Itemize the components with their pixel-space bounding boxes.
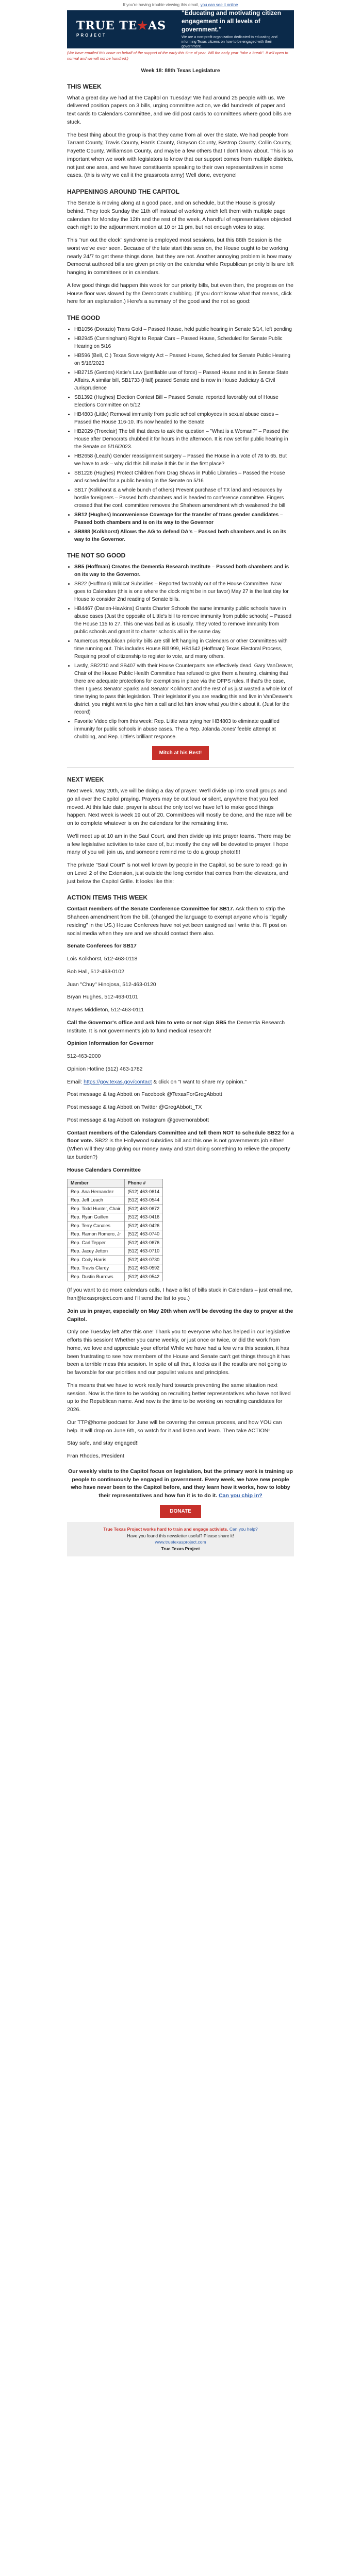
happenings-para-1: The Senate is moving along at a good pace, and on schedule, but the House is grossly behind. They took Sunday the 11th off instead of working which left them with multiple page calendars for Monday the 12th and the rest of the week. A handful of representatives objected each night to the adjournment motion at 10 or 11 pm, but not enough votes to stay. bbox=[67, 200, 291, 231]
footer-bar: True Texas Project works hard to train and engage activists. Can you help? Have you found this newsletter useful? Please share it! www.truetexasproject.com True Texas Project bbox=[67, 1522, 294, 1556]
table-header: Phone # bbox=[124, 1179, 163, 1188]
governor-email: Email: https://gov.texas.gov/contact & click on "I want to share my opinion." bbox=[67, 1078, 247, 1085]
support-note: (We have emailed this issue on behalf of the support of the early this time of year. Will the early year "take a break". It will open to normal and we will not be hundred.) bbox=[67, 50, 288, 61]
calendars-committee-title: House Calendars Committee bbox=[67, 1166, 141, 1173]
next-week-para-2: We'll meet up at 10 am in the Saul Court, and then divide up into prayer teams. There may be a few legislative activities to take care of, but mostly the day will be devoted to prayer. I hope many of you will join us, and someone remind me to do a group photo!!!! bbox=[67, 833, 291, 856]
list-item: • HB2658 (Leach) Gender reassignment surgery – Passed the House in a vote of 78 to 65. But we have to ask – why did this bill make it this far in the first place? bbox=[74, 452, 294, 468]
list-item: • HB2945 (Cunningham) Right to Repair Cars – Passed House, Scheduled for Senate Public Hearing on 5/16 bbox=[74, 335, 294, 350]
table-row: Rep. Jeff Leach (512) 463-0544 bbox=[68, 1196, 163, 1205]
list-item: • HB1056 (Dorazio) Trans Gold – Passed House, held public hearing in Senate 5/14, left pending bbox=[74, 326, 294, 333]
action-item-1: Contact members of the Senate Conference Committee for SB17. Ask them to strip the Shaheen amendment from the bill. (changed the language to exempt anyone who is "legally residing" in the US.) House Conferees have not yet been assigned as I write this. I'll post on social media when they are and we should contact them also. bbox=[67, 906, 287, 937]
closing-para: Our TTP@home podcast for June will be covering the census process, and how YOU can help. It will drop on June 6th, so watch for it and listen and learn. Then take ACTION! bbox=[67, 1419, 282, 1434]
action-heading: ACTION ITEMS THIS WEEK bbox=[67, 894, 147, 902]
governor-contact-link[interactable]: https://gov.texas.gov/contact bbox=[84, 1078, 152, 1085]
table-row: Rep. Ramon Romero, Jr (512) 463-0740 bbox=[68, 1230, 163, 1239]
calendars-committee-table bbox=[67, 1179, 163, 1281]
divider bbox=[67, 767, 294, 768]
list-item: • SB5 (Hoffman) Creates the Dementia Research Institute – Passed both chambers and is on its way to the Governor. bbox=[74, 563, 294, 579]
list-item: • SB12 (Hughes) Inconvenience Coverage for the transfer of trans gender candidates – Passed both chambers and is on its way to the Governor bbox=[74, 511, 294, 527]
governor-phone: 512-463-2000 bbox=[67, 1053, 101, 1059]
governor-heading: Opinion Information for Governor bbox=[67, 1040, 154, 1047]
happenings-heading: HAPPENINGS AROUND THE CAPITOL bbox=[67, 188, 180, 195]
social-post: Post message & tag Abbott on Facebook @TexasForGregAbbott bbox=[67, 1091, 222, 1098]
list-item: • Numerous Republican priority bills are still left hanging in Calendars or other Committees with time running out. This includes House Bill 999, HB1542 (Hoffman) Texas Electoral Process, Requiring proof of citizenship to register to vote, and many others. bbox=[74, 637, 294, 660]
chip-in-link[interactable]: Can you chip in? bbox=[219, 1493, 262, 1499]
next-week-para-1: Next week, May 20th, we will be doing a day of prayer. We'll divide up into small groups and go all over the Capitol praying. Prayers may be out loud or silent, anywhere that you feel moved. At this late date, prayer is about the only tool we have left to make good things happen. Next week is week 19 out of 20. Committees will mostly be done, and the race will be on to complete whatever is on the calendars for the remaining time. bbox=[67, 788, 292, 826]
list-item: • SB22 (Huffman) Wildcat Subsidies – Reported favorably out of the House Committee. Now goes to Calendars (this is one where the clock might be in our favor) May 27 is the last day for House to consider 2nd reading of Senate bills. bbox=[74, 580, 294, 603]
action-item-4: Join us in prayer, especially on May 20th when we'll be devoting the day to prayer at the Capitol. bbox=[67, 1308, 293, 1323]
list-item: • SB1226 (Hughes) Protect Children from Drag Shows in Public Libraries – Passed the House and scheduled for a public hearing in the Senate on 5/16 bbox=[74, 469, 294, 485]
next-week-para-3: The private "Saul Court" is not well known by people in the Capitol, so be sure to read: go in on Level 2 of the Extension, just outside the long corridor that comes from the elevators, and just below the Capitol Grille. It looks like this: bbox=[67, 862, 288, 885]
star-icon: ★ bbox=[137, 19, 149, 32]
conferee: Mayes Middleton, 512-463-0111 bbox=[67, 1007, 144, 1013]
can-you-help-link[interactable]: Can you help? bbox=[229, 1526, 258, 1532]
list-item: • SB1392 (Hughes) Election Contest Bill – Passed Senate, reported favorably out of House Elections Committee on 5/12 bbox=[74, 394, 294, 409]
conferee: Juan "Chuy" Hinojosa, 512-463-0120 bbox=[67, 981, 156, 988]
signature: Fran Rhodes, President bbox=[67, 1453, 124, 1459]
table-row: Rep. Cody Harris (512) 463-0730 bbox=[68, 1256, 163, 1264]
list-item: • Favorite Video clip from this week: Rep. Little was trying her HB4803 to eliminate qualified immunity for public schools in abuse cases. The a Rep. Jolanda Jones' feeble attempt at chubbing, and Rep. Little's brilliant response. bbox=[74, 718, 294, 741]
action-item-3: Contact members of the Calendars Committee and tell them NOT to schedule SB22 for a floor vote. SB22 is the Hollywood subsidies bill and this one is not governments job either! (When will they stop giving our money away and start doing something to relieve the property tax burden?) bbox=[67, 1129, 294, 1160]
true-texas-project-logo: TRUE TE★AS PROJECT bbox=[76, 19, 167, 38]
happenings-para-3: A few good things did happen this week for our priority bills, but even then, the progress on the House floor was slowed by the Democrats chubbing. (If you don't know what that means, click here for an explanation.) Here's a summary of the good and the not so good: bbox=[67, 282, 293, 305]
list-item: • HB4803 (Little) Removal immunity from public school employees in sexual abuse cases – Passed the House 116-10. It's now headed to the Senate bbox=[74, 411, 294, 426]
closing-para: This means that we have to work really hard towards preventing the same situation next session. Now is the time to be working on recruiting better representatives who have not lived up to the Republican name. And now is the time to be working on recruiting candidates for 2026. bbox=[67, 1382, 291, 1413]
good-list bbox=[67, 326, 294, 544]
table-row: Rep. Jacey Jetton (512) 463-0710 bbox=[68, 1247, 163, 1256]
view-online-link[interactable]: you can see it online bbox=[200, 3, 238, 7]
top-note: If you're having trouble viewing this email, you can see it online bbox=[123, 3, 238, 7]
list-item: • HB2715 (Gerdes) Katie's Law (justifiable use of force) – Passed House and is in Senate State Affairs. A similar bill, SB1733 (Hall) passed Senate and is now in House Judiciary & Civil Jurisprudence bbox=[74, 369, 294, 392]
footer bbox=[67, 1468, 294, 1556]
social-post: Post message & tag Abbott on Instagram @governorabbott bbox=[67, 1116, 209, 1123]
good-heading: THE GOOD bbox=[67, 314, 101, 321]
list-item: • HB4467 (Darien-Hawkins) Grants Charter Schools the same immunity public schools have in abuse cases (Just the opposite of Little's bill to remove immunity from public schools) – Passed the House 115 to 27. This one was bad as is usually. They voted to remove immunity from public schools and grant it to charter schools all in the same day. bbox=[74, 605, 294, 636]
calendars-note: (If you want to do more calendars calls, I have a list of bills stuck in Calendars – just email me, fran@texasproject.com and I'll send the list to you.) bbox=[67, 1287, 293, 1301]
week-title: Week 18: 88th Texas Legislature bbox=[141, 67, 220, 74]
list-item: • Lastly, SB2210 and SB407 with their House Counterparts are effectively dead. Gary VanDeaver, Chair of the House Public Health Committee has refused to give them a hearing, claiming that there are adequate protections for exemptions in place via the DFPS rules. If that's the case, then I guess Senator Sparks and Senator Kolkhorst and the rest of us just wasted a whole lot of time trying to pass this legislation. Their legislator if you are reading this and live in VanDeaver's district, you might want to give him a call and let him know what you think about it. (Just for the record) bbox=[74, 662, 294, 716]
tagline: "Educating and motivating citizen engagement in all levels of government." We are a non-profit organization dedicated to educating and informing Texas citizens on how to be engaged with their government. bbox=[182, 9, 282, 49]
conferee: Bob Hall, 512-463-0102 bbox=[67, 968, 124, 975]
not-good-heading: THE NOT SO GOOD bbox=[67, 552, 126, 559]
table-row: Rep. Ana Hernandez (512) 463-0614 bbox=[68, 1188, 163, 1196]
conferee: Lois Kolkhorst, 512-463-0118 bbox=[67, 956, 138, 962]
table-row: Rep. Travis Clardy (512) 463-0592 bbox=[68, 1264, 163, 1273]
happenings-para-2: This "run out the clock" syndrome is employed most sessions, but this 88th Session is the worst we've ever seen. Because of the late start this session, the House ought to be working nearly 24/7 to get these things done, but they are not. Another annoying problem is how many Democrat authored bills are given priority on the calendar while Republican priority bills are left hanging in committees or in calendars. bbox=[67, 237, 294, 276]
list-item: • SB17 (Kolkhorst & a whole bunch of others) Prevent purchase of TX land and resources by hostile foreigners – Passed both chambers and is headed to conference committee. Fingers crossed that the conf. committee removes the Shaheen amendment which weakened the bill bbox=[74, 486, 294, 510]
not-good-list bbox=[67, 563, 294, 741]
governor-hotline: Opinion Hotline (512) 463-1782 bbox=[67, 1065, 143, 1072]
list-item: • SB888 (Kolkhorst) Allows the AG to defend DA's – Passed both chambers and is on its way to the Governor. bbox=[74, 528, 294, 544]
conferee: Bryan Hughes, 512-463-0101 bbox=[67, 994, 138, 1001]
this-week-heading: THIS WEEK bbox=[67, 82, 102, 90]
email-container bbox=[67, 0, 294, 1556]
header-banner bbox=[67, 10, 294, 48]
table-row: Rep. Carl Tepper (512) 463-0676 bbox=[68, 1239, 163, 1247]
table-row: Rep. Terry Canales (512) 463-0426 bbox=[68, 1222, 163, 1230]
website-link[interactable]: www.truetexasproject.com bbox=[155, 1539, 206, 1545]
table-header: Member bbox=[68, 1179, 125, 1188]
closing-para: Only one Tuesday left after this one! Thank you to everyone who has helped in our legislative efforts this session! Whether you came weekly, or just once or twice, or did the work from home, we love and appreciate your efforts! While we have had a few wins this session, it has been frustrating to see how members of the House and Senate can't get things through it has been a terrible mess this session. In spite of all that, it looks as if the results are not going to be favorable for our priorities and our populist values and principles. bbox=[67, 1329, 290, 1376]
list-item: • HB596 (Bell, C.) Texas Sovereignty Act – Passed House, Scheduled for Senate Public Hearing on 5/16/2023 bbox=[74, 352, 294, 367]
table-row: Rep. Dustin Burrows (512) 463-0542 bbox=[68, 1273, 163, 1281]
donate-button[interactable]: DONATE bbox=[160, 1505, 201, 1518]
footer-message: Our weekly visits to the Capitol focus on legislation, but the primary work is training up people to continuously be engaged in government. Every week, we have new people who have never been to the Capitol before, and they learn how it works, how to lobby their representatives and how fun it is to do it. Can you chip in? bbox=[68, 1468, 293, 1499]
table-row: Rep. Todd Hunter, Chair (512) 463-0672 bbox=[68, 1205, 163, 1213]
list-item: • HB2029 (Troxclair) The bill that dares to ask the question – "What is a Woman?" – Passed the House after Democrats chubbed it for hours in the afternoon. It is now set for public hearing in the Senate on 5/16/2023. bbox=[74, 428, 294, 451]
this-week-para-1: What a great day we had at the Capitol on Tuesday! We had around 25 people with us. We delivered position papers on 3 bills, urging committee action, we did hundreds of paper and text cards to Calendars Committee, and we did post cards to committees where good bills are stuck. bbox=[67, 94, 291, 125]
this-week-para-2: The best thing about the group is that they came from all over the state. We had people from Tarrant County, Travis County, Harris County, Grayson County, Bastrop County, Collin County, Fayette County, Williamson County, and maybe a few others that I don't know about. This is so important when we work with legislators to know that our support comes from multiple districts, not just one area, and we have constituents speaking to their own representatives in some cases. (this is why we call it the grassroots army) Well done, everyone! bbox=[67, 131, 293, 179]
mitch-video-button[interactable]: Mitch at his Best! bbox=[152, 746, 209, 760]
social-post: Post message & tag Abbott on Twitter @GregAbbott_TX bbox=[67, 1104, 202, 1110]
action-item-2: Call the Governor's office and ask him to veto or not sign SB5 the Dementia Research Institute. It is not government's job to fund medical research! bbox=[67, 1019, 285, 1034]
table-row: Rep. Ryan Guillen (512) 463-0416 bbox=[68, 1213, 163, 1222]
senate-conferees-heading: Senate Conferees for SB17 bbox=[67, 943, 137, 950]
closing-para: Stay safe, and stay engaged!! bbox=[67, 1440, 139, 1447]
next-week-heading: NEXT WEEK bbox=[67, 776, 104, 783]
